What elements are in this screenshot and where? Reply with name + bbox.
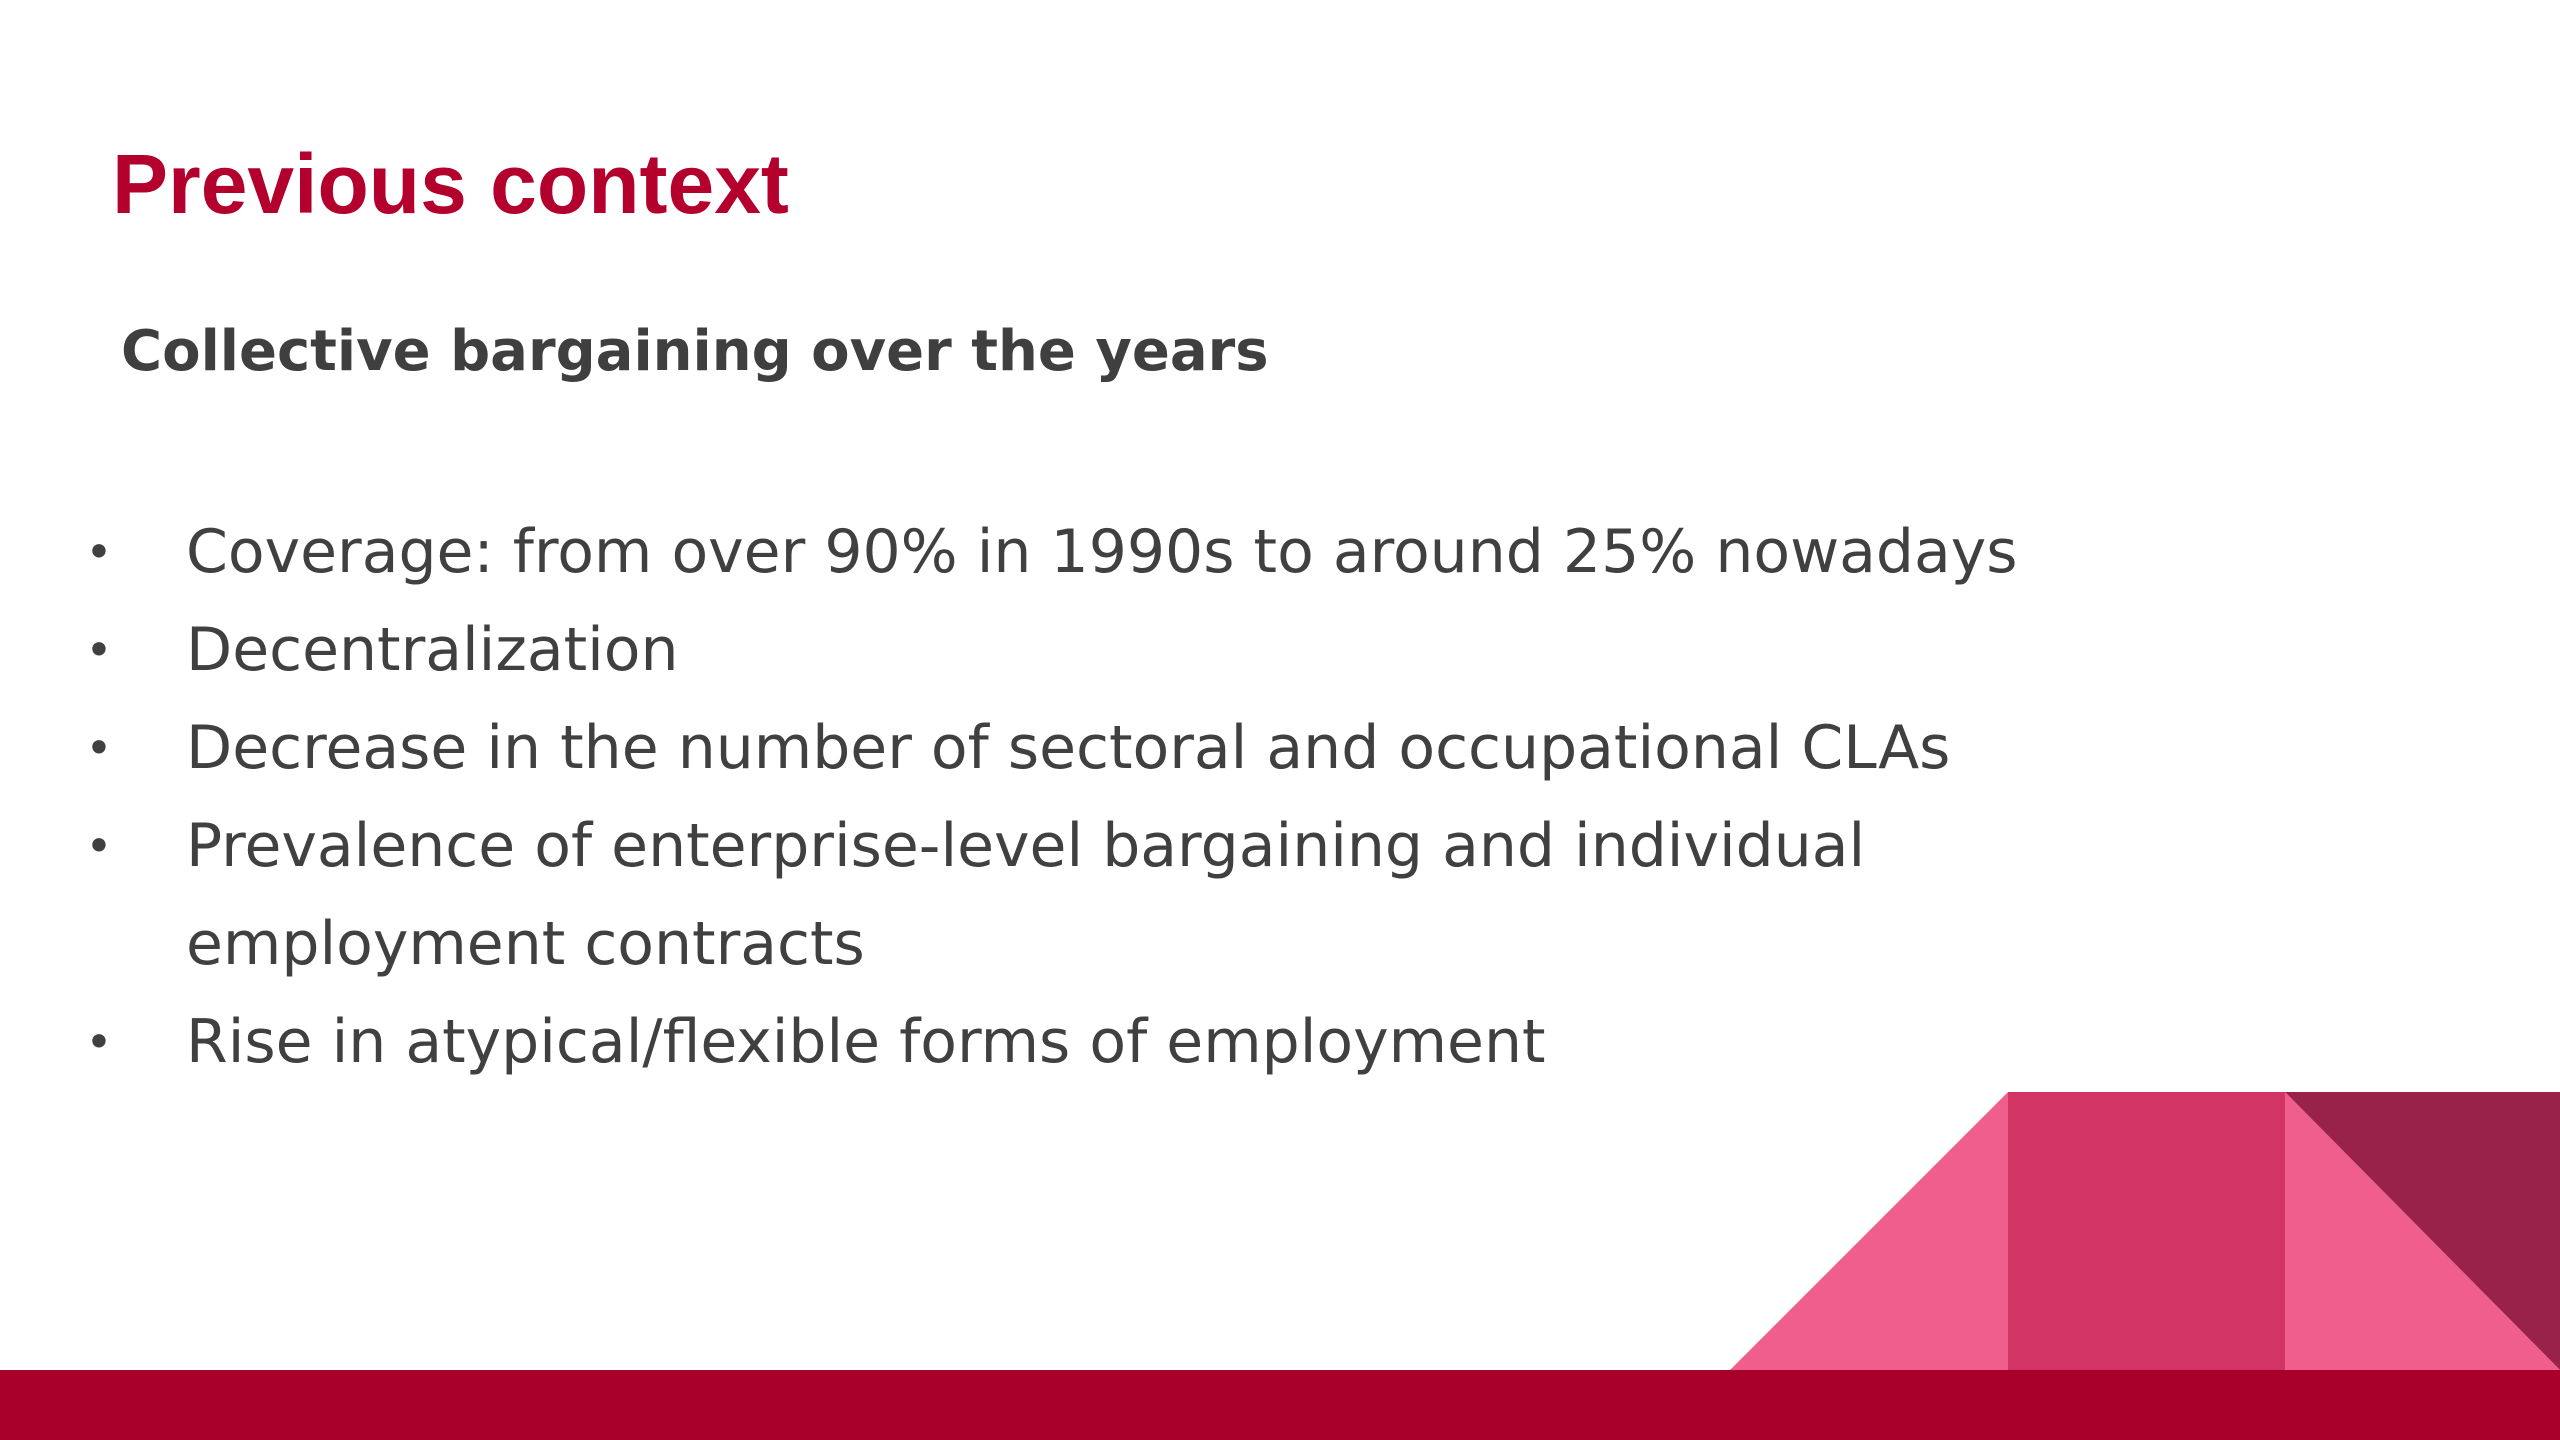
bullet-list [84,503,2184,1091]
bullet-icon: • [85,721,113,775]
bullet-icon: • [85,623,113,677]
bullet-item [84,699,2184,797]
bullet-text: Decrease in the number of sectoral and occupational CLAs [186,713,1951,783]
deco-triangle-left [1730,1092,2008,1370]
bullet-item [84,797,2184,993]
bullet-text: Decentralization [186,615,679,685]
slide-subtitle: Collective bargaining over the years [121,319,1269,384]
bullet-item [84,503,2184,601]
bullet-icon: • [85,525,113,579]
decorative-shapes [1730,1092,2560,1370]
bullet-text: Prevalence of enterprise-level bargaining and individual employment contracts [186,811,1866,979]
deco-square-middle [2008,1092,2285,1370]
bullet-item [84,601,2184,699]
bullet-text: Rise in atypical/flexible forms of employment [186,1007,1546,1077]
bottom-bar [0,1370,2560,1440]
bullet-icon: • [85,1015,113,1069]
bullet-text: Coverage: from over 90% in 1990s to around 25% nowadays [186,517,2018,587]
bullet-item [84,993,2184,1091]
slide-title: Previous context [112,137,789,231]
bullet-icon: • [85,819,113,873]
